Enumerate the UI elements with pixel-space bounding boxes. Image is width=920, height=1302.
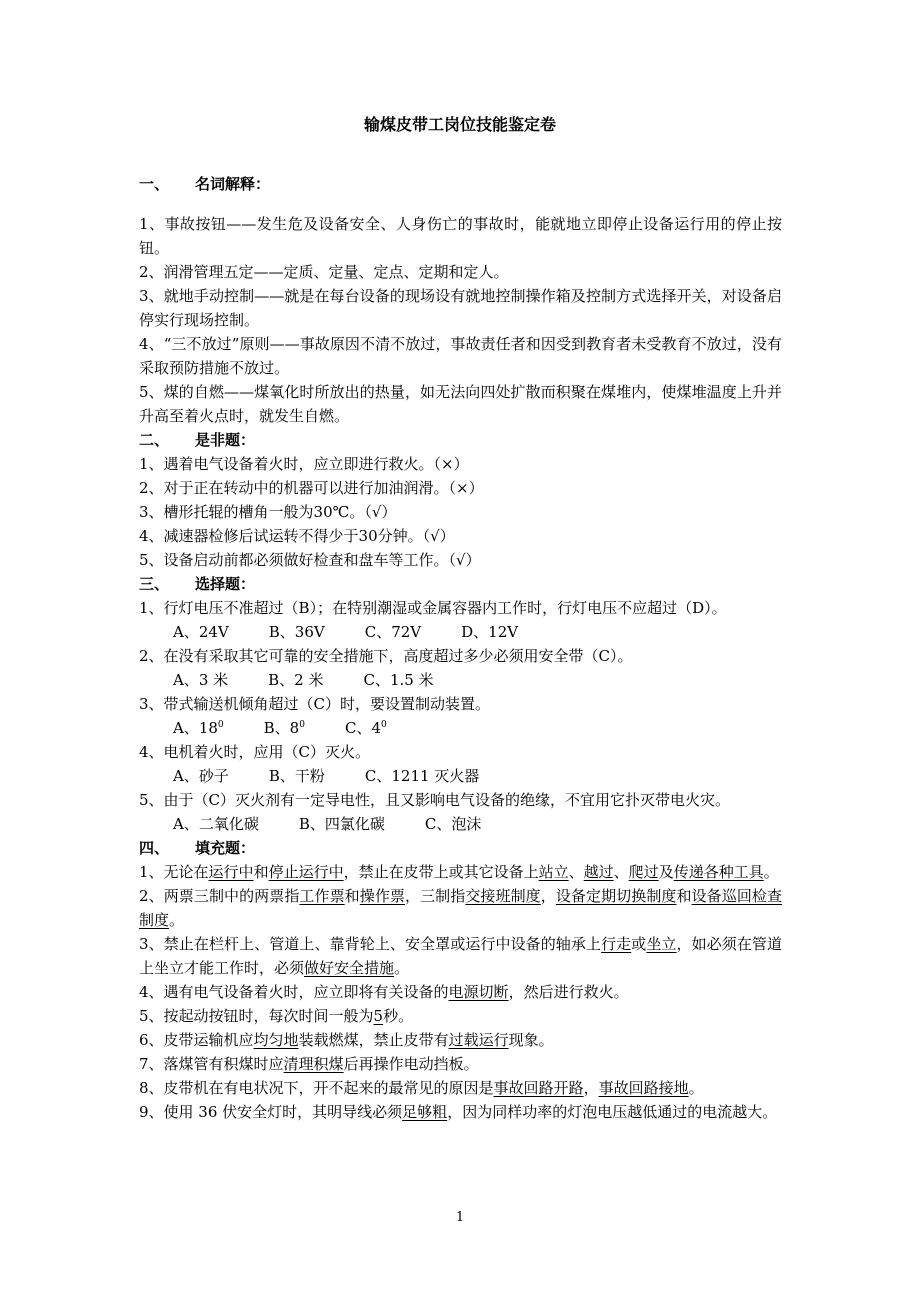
fill-item: 4、遇有电气设备着火时，应立即将有关设备的电源切断，然后进行救火。 bbox=[139, 983, 629, 1001]
fill-item: 3、禁止在栏杆上、管道上、靠背轮上、安全罩或运行中设备的轴承上行走或坐立，如必须在管道上坐立才能工作时，必须做好安全措施。 bbox=[139, 935, 782, 977]
section-heading: 二、 是非题： bbox=[139, 431, 256, 449]
definition-list bbox=[139, 212, 782, 1124]
definition-item: 5、煤的自燃——煤氧化时所放出的热量，如无法向四处扩散而积聚在煤堆内，使煤堆温度上升并升高至着火点时，就发生自燃。 bbox=[139, 383, 782, 425]
true-false-item: 3、槽形托辊的槽角一般为30℃。（√） bbox=[139, 503, 397, 521]
choice-question: 1、行灯电压不准超过（B）；在特别潮湿或金属容器内工作时，行灯电压不应超过（D）。 bbox=[139, 599, 727, 617]
fill-item: 6、皮带运输机应均匀地装载燃煤，禁止皮带有过载运行现象。 bbox=[139, 1031, 554, 1049]
fill-item: 2、两票三制中的两票指工作票和操作票，三制指交接班制度，设备定期切换制度和设备巡回检查制度。 bbox=[139, 887, 782, 929]
definition-item: 1、事故按钮——发生危及设备安全、人身伤亡的事故时，能就地立即停止设备运行用的停止按钮。 bbox=[139, 215, 782, 257]
page-number: 1 bbox=[455, 1210, 465, 1225]
document-title: 输煤皮带工岗位技能鉴定卷 bbox=[363, 115, 556, 134]
definition-item: 2、润滑管理五定——定质、定量、定点、定期和定人。 bbox=[139, 263, 509, 281]
section-heading: 四、 填充题： bbox=[139, 839, 256, 857]
choice-options: A、24V B、36V C、72V D、12V bbox=[173, 623, 519, 641]
true-false-item: 4、减速器检修后试运转不得少于30分钟。（√） bbox=[139, 527, 455, 545]
choice-question: 2、在没有采取其它可靠的安全措施下，高度超过多少必须用安全带（C）。 bbox=[139, 647, 633, 665]
choice-options: A、3 米 B、2 米 C、1.5 米 bbox=[173, 671, 434, 689]
choice-options: A、二氧化碳 B、四氯化碳 C、泡沫 bbox=[173, 815, 482, 833]
true-false-item: 1、遇着电气设备着火时，应立即进行救火。（×） bbox=[139, 455, 469, 473]
choice-question: 3、带式输送机倾角超过（C）时，要设置制动装置。 bbox=[139, 695, 491, 713]
choice-question: 5、由于（C）灭火剂有一定导电性，且又影响电气设备的绝缘，不宜用它扑灭带电火灾。 bbox=[139, 791, 731, 809]
choice-options: A、$18^0$ B、$8^0$ C、$4^0$ bbox=[173, 719, 387, 737]
definition-item: 3、就地手动控制——就是在每台设备的现场设有就地控制操作箱及控制方式选择开关，对设备启停实行现场控制。 bbox=[139, 287, 782, 329]
choice-options: A、砂子 B、干粉 C、1211 灭火器 bbox=[173, 767, 480, 785]
true-false-item: 5、设备启动前都必须做好检查和盘车等工作。（√） bbox=[139, 551, 481, 569]
fill-item: 9、使用 36 伏安全灯时，其明导线必须足够粗，因为同样功率的灯泡电压越低通过的电流越大。 bbox=[139, 1103, 778, 1121]
choice-question: 4、电机着火时，应用（C）灭火。 bbox=[139, 743, 371, 761]
fill-item: 5、按起动按钮时，每次时间一般为5秒。 bbox=[139, 1007, 414, 1025]
fill-item: 7、落煤管有积煤时应清理积煤后再操作电动挡板。 bbox=[139, 1055, 479, 1073]
fill-item: 8、皮带机在有电状况下，开不起来的最常见的原因是事故回路开路，事故回路接地。 bbox=[139, 1079, 704, 1097]
section-definitions bbox=[139, 172, 782, 196]
definition-item: 4、“三不放过”原则——事故原因不清不放过，事故责任者和因受到教育者未受教育不放过，没有采取预防措施不放过。 bbox=[139, 335, 782, 377]
section-heading: 一、 名词解释： bbox=[139, 175, 271, 193]
section-heading: 三、 选择题： bbox=[139, 575, 256, 593]
true-false-item: 2、对于正在转动中的机器可以进行加油润滑。（×） bbox=[139, 479, 484, 497]
fill-item: 1、无论在运行中和停止运行中，禁止在皮带上或其它设备上站立、越过、爬过及传递各种工具。 bbox=[139, 863, 779, 881]
